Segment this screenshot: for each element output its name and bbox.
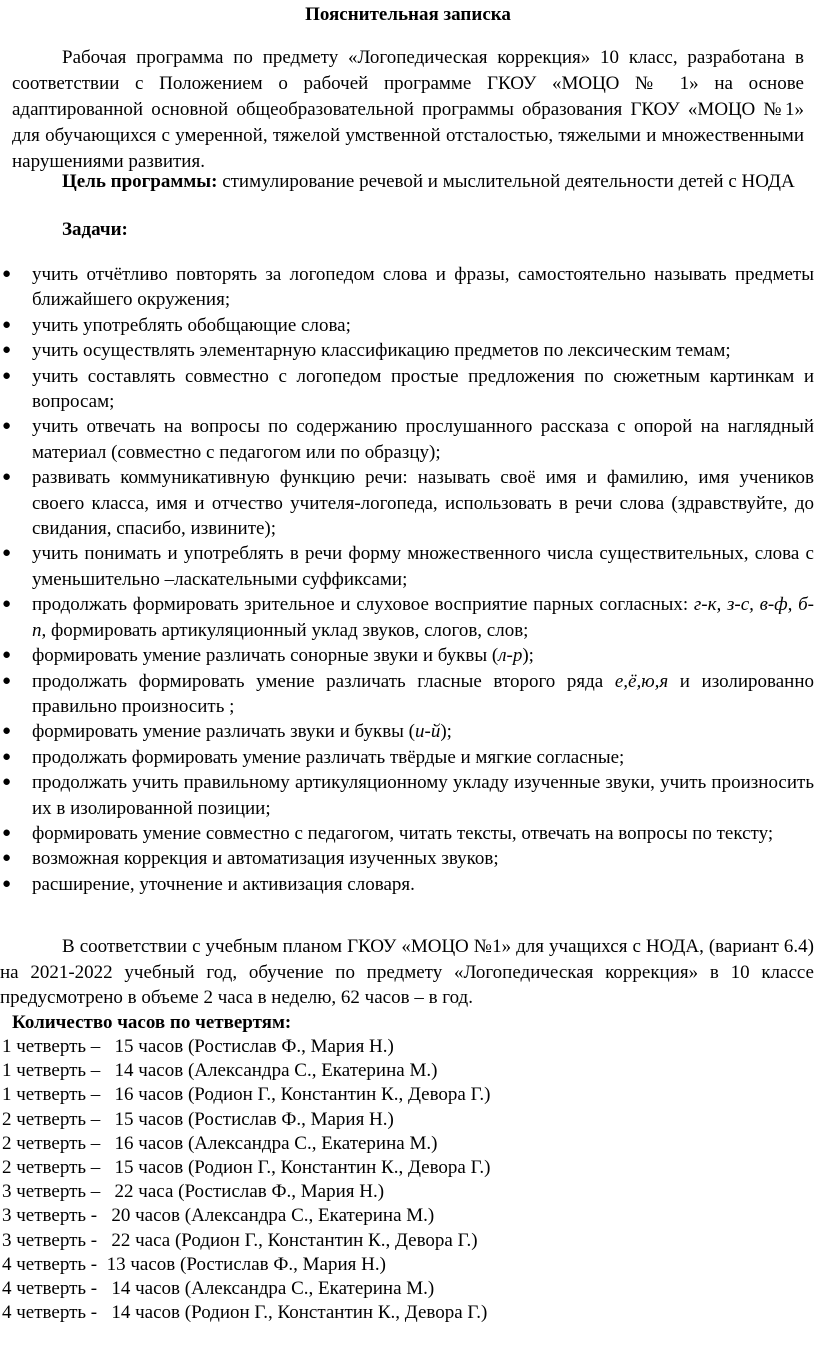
task-emphasis: л-р <box>498 645 523 667</box>
task-item <box>0 313 816 338</box>
task-item <box>0 770 816 821</box>
task-text: учить употреблять обобщающие слова; <box>32 314 351 336</box>
bullet-icon: ● <box>2 748 12 765</box>
hours-row: 4 четверть - 13 часов (Ростислав Ф., Мария Н.) <box>2 1253 386 1275</box>
task-text: расширение, уточнение и активизация словаря. <box>32 873 415 895</box>
task-emphasis: г-к, з-с, в-ф, б-п <box>32 594 814 641</box>
hours-row: 2 четверть – 15 часов (Родион Г., Константин К., Девора Г.) <box>2 1157 491 1179</box>
task-item <box>0 745 816 770</box>
task-text: продолжать формировать умение различать твёрдые и мягкие согласные; <box>32 746 625 768</box>
bullet-icon: ● <box>2 418 12 435</box>
page-title: Пояснительная записка <box>305 4 511 25</box>
task-item <box>0 364 816 415</box>
task-item <box>0 338 816 363</box>
task-text: учить осуществлять элементарную классификацию предметов по лексическим темам; <box>32 340 731 362</box>
tasks-heading: Задачи: <box>62 219 128 240</box>
intro-paragraph: Рабочая программа по предмету «Логопедическая коррекция» 10 класс, разработана в соответствии с Положением о рабочей программе ГКОУ «МОЦО № 1» на основе адаптированной основной общеобразовательной программы образования ГКОУ «МОЦО №1» для обучающихся с умеренной, тяжелой умственной отсталостью, тяжелыми и множественными нарушениями развития. <box>12 47 804 172</box>
task-text: учить отвечать на вопросы по содержанию прослушанного рассказа с опорой на наглядный материал (совместно с педагогом или по образцу); <box>32 416 814 463</box>
bullet-icon: ● <box>2 469 12 486</box>
goal-text: стимулирование речевой и мыслительной деятельности детей с НОДА <box>217 171 795 192</box>
task-text: продолжать формировать умение различать гласные второго ряда <box>32 670 615 692</box>
task-item <box>0 719 816 744</box>
hours-row: 4 четверть - 14 часов (Александра С., Екатерина М.) <box>2 1278 435 1300</box>
task-item <box>0 846 816 871</box>
hours-row: 1 четверть – 15 часов (Ростислав Ф., Мария Н.) <box>2 1036 394 1057</box>
hours-row: 2 четверть – 15 часов (Ростислав Ф., Мария Н.) <box>2 1108 394 1130</box>
hours-row: 4 четверть - 14 часов (Родион Г., Константин К., Девора Г.) <box>2 1302 488 1324</box>
task-text: формировать умение различать звуки и буквы ( <box>32 721 416 743</box>
task-emphasis: и-й <box>415 721 441 743</box>
task-item <box>0 465 816 541</box>
bullet-icon: ● <box>2 672 12 689</box>
hours-row: 1 четверть – 14 часов (Александра С., Екатерина М.) <box>2 1060 438 1082</box>
bullet-icon: ● <box>2 596 12 613</box>
bullet-icon: ● <box>2 316 12 333</box>
task-item <box>0 262 816 313</box>
task-text: формировать умение различать сонорные звуки и буквы ( <box>32 645 499 667</box>
bullet-icon: ● <box>2 367 12 384</box>
bullet-icon: ● <box>2 824 12 841</box>
hours-row: 3 четверть - 22 часа (Родион Г., Константин К., Девора Г.) <box>2 1229 478 1251</box>
hours-row: 1 четверть – 16 часов (Родион Г., Константин К., Девора Г.) <box>2 1084 491 1106</box>
bullet-icon: ● <box>2 266 12 282</box>
hours-row: 3 четверть – 22 часа (Ростислав Ф., Мария Н.) <box>2 1181 385 1203</box>
goal-label: Цель программы: <box>62 171 218 192</box>
bullet-icon: ● <box>2 774 12 791</box>
plan-paragraph: В соответствии с учебным планом ГКОУ «МОЦО №1» для учащихся с НОДА, (вариант 6.4) на 2021-2022 учебный год, обучение по предмету «Логопедическая коррекция» в 10 классе предусмотрено в объеме 2 часа в неделю, 62 часов – в год. <box>0 936 814 1008</box>
task-text: ); <box>522 645 534 667</box>
task-text: учить отчётливо повторять за логопедом слова и фразы, самостоятельно называть предметы ближайшего окружения; <box>32 264 814 311</box>
tasks-list <box>0 262 816 897</box>
task-item <box>0 669 816 720</box>
hours-heading: Количество часов по четвертям: <box>12 1012 292 1033</box>
task-text: учить составлять совместно с логопедом простые предложения по сюжетным картинкам и вопросам; <box>32 365 814 413</box>
task-text: развивать коммуникативную функцию речи: называть своё имя и фамилию, имя учеников своего класса, имя и отчество учителя-логопеда, использовать в речи слова (здравствуйте, до свидания, спасибо, извините); <box>32 467 814 540</box>
task-item <box>0 541 816 592</box>
task-emphasis: е,ё,ю,я <box>614 670 669 692</box>
bullet-icon: ● <box>2 545 12 562</box>
task-item <box>0 592 816 643</box>
task-text: ); <box>440 721 452 743</box>
task-item <box>0 872 816 897</box>
task-text: учить понимать и употреблять в речи форму множественного числа существительных, слова с уменьшительно –ласкательными суффиксами; <box>32 543 814 590</box>
task-text: , формировать артикуляционный уклад звуков, слогов, слов; <box>41 619 529 641</box>
bullet-icon: ● <box>2 342 12 359</box>
task-text: формировать умение совместно с педагогом, читать тексты, отвечать на вопросы по тексту; <box>32 822 774 844</box>
hours-row: 2 четверть – 16 часов (Александра С., Екатерина М.) <box>2 1132 438 1154</box>
bullet-icon: ● <box>2 647 12 664</box>
task-item <box>0 821 816 846</box>
bullet-icon: ● <box>2 875 12 892</box>
task-text: и изолированно правильно произносить ; <box>32 670 814 717</box>
task-text: продолжать учить правильному артикуляционному укладу изученные звуки, учить произносить их в изолированной позиции; <box>32 772 814 819</box>
task-text: возможная коррекция и автоматизация изученных звуков; <box>32 848 499 870</box>
goal-paragraph <box>0 169 804 194</box>
task-text: продолжать формировать зрительное и слуховое восприятие парных согласных: <box>32 594 694 616</box>
task-item <box>0 414 816 465</box>
bullet-icon: ● <box>2 850 12 867</box>
task-item <box>0 643 816 668</box>
hours-row: 3 четверть - 20 часов (Александра С., Екатерина М.) <box>2 1205 435 1227</box>
hours-list <box>2 1035 491 1325</box>
bullet-icon: ● <box>2 723 12 740</box>
